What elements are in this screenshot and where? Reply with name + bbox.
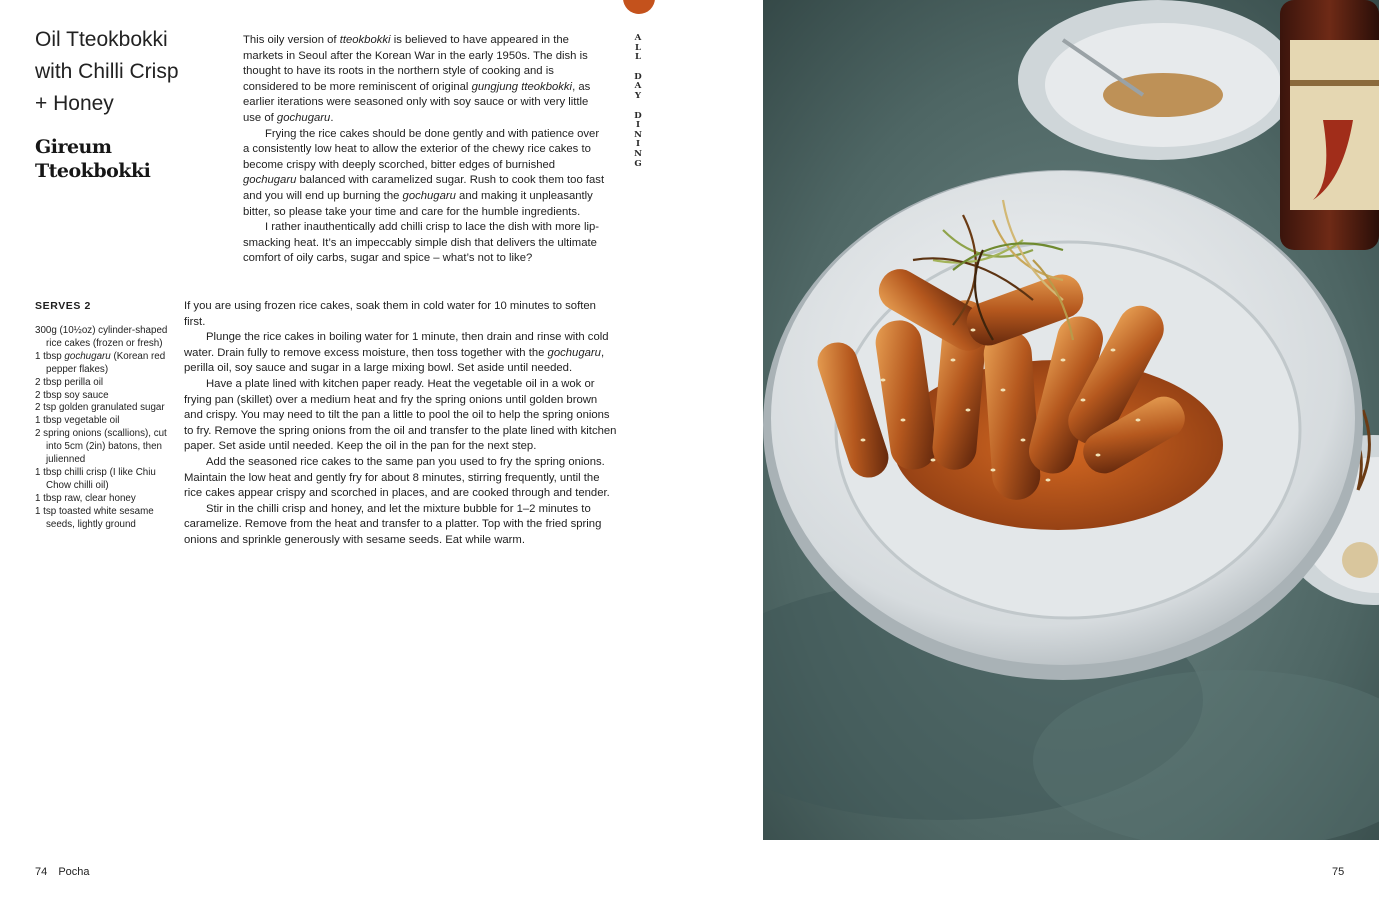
ingredient-item: 2 tbsp perilla oil (35, 376, 104, 388)
section-label-letter: D (634, 71, 642, 82)
book-title: Pocha (58, 866, 90, 878)
dish-photo (763, 0, 1379, 840)
section-label-word (632, 34, 644, 63)
method-step-3: Have a plate lined with kitchen paper ready. Heat the vegetable oil in a wok or frying pan (skillet) over a medium heat and fry the spring onions until golden brown and crispy. You may need to tilt the pan a little to pool the oil to help the spring onions to fry. Remove the spring onions from the oil and transfer to the plate lined with kitchen paper. Set aside until needed. Keep the oil in the pan for the next step. (184, 377, 617, 453)
method-step-4: Add the seasoned rice cakes to the same pan you used to fry the spring onions. Maintain the low heat and gently fry for about 8 minutes, stirring frequently, until the rice cakes appear crispy and scorched in places, and are cooked through and tender. (184, 455, 610, 500)
method-step-1: If you are using frozen rice cakes, soak them in cold water for 10 minutes to soften first. (184, 300, 596, 328)
section-label-letter: D (634, 110, 642, 121)
chapter-tab-marker (623, 0, 655, 14)
recipe-title (35, 24, 225, 120)
ingredients-list (35, 325, 170, 532)
section-label-letter: N (634, 148, 642, 159)
title-line: with Chilli Crisp (35, 60, 179, 83)
korean-name-line: Tteokbokki (35, 160, 151, 182)
chilli-crisp-jar (1280, 0, 1379, 250)
method-text (184, 299, 618, 549)
ingredient-item: 2 spring onions (scallions), cut into 5cm (2in) batons, then julienned (35, 428, 167, 466)
section-label-letter: I (635, 139, 641, 150)
ingredient-item: 2 tsp golden granulated sugar (35, 402, 165, 414)
intro-paragraph-2: Frying the rice cakes should be done gently and with patience over a consistently low heat to allow the exterior of the chewy rice cakes to become crispy with deeply scorched, bitter edges of burnished gochugaru balanced with caramelized sugar. Rush to cook them too fast and you will end up burning the gochugaru and making it unpleasantly bitter, so please take your time and care for the humble ingredients. (243, 127, 605, 218)
section-label-vertical (632, 34, 644, 179)
dish-illustration (763, 0, 1379, 840)
intro-paragraph-3: I rather inauthentically add chilli crisp to lace the dish with more lip-smacking heat. It’s an impeccably simple dish that delivers the ultimate comfort of oily carbs, sugar and spice – what’s not to like? (243, 221, 600, 265)
section-label-letter: L (634, 52, 642, 63)
ingredient-item: 1 tbsp raw, clear honey (35, 492, 136, 504)
section-label-letter: Y (634, 90, 642, 101)
korean-name-line: Gireum (35, 136, 112, 158)
title-line: + Honey (35, 92, 114, 115)
section-label-letter: L (634, 42, 642, 53)
serves-label: SERVES 2 (35, 300, 91, 312)
back-plate (1018, 0, 1298, 160)
intro-text (243, 33, 607, 267)
ingredient-item: 300g (10½oz) cylinder-shaped rice cakes (frozen or fresh) (35, 325, 168, 349)
method-step-2: Plunge the rice cakes in boiling water for 1 minute, then drain and rinse with cold water. Drain fully to remove excess moisture, then toss together with the gochugaru, perilla oil, soy sauce and sugar in a large mixing bowl. Set aside until needed. (184, 331, 609, 375)
ingredient-item: 1 tsp toasted white sesame seeds, lightly ground (35, 505, 154, 530)
ingredient-item: 2 tbsp soy sauce (35, 389, 109, 401)
right-folio: 75 (1332, 866, 1345, 878)
section-label-word (632, 112, 644, 170)
section-label-letter: A (634, 33, 642, 43)
intro-paragraph-1: This oily version of tteokbokki is believed to have appeared in the markets in Seoul after the Korean War in the early 1950s. The dish is thought to have its roots in the northern style of cooking and is considered to be more reminiscent of original gungjung tteokbokki, as earlier iterations were seasoned only with soy sauce or with very little use of gochugaru. (243, 34, 591, 124)
left-folio (35, 866, 90, 878)
korean-name (35, 135, 185, 183)
section-label-word (632, 73, 644, 102)
method-step-5: Stir in the chilli crisp and honey, and let the mixture bubble for 1–2 minutes to caramelize. Remove from the heat and transfer to a platter. Top with the fried spring onions and sprinkle generously with sesame seeds. Eat while warm. (184, 502, 602, 546)
section-label-letter: A (634, 81, 642, 92)
ingredient-item: 1 tbsp chilli crisp (I like Chiu Chow chilli oil) (35, 466, 156, 491)
section-label-letter: G (634, 158, 642, 169)
ingredient-item: 1 tbsp vegetable oil (35, 415, 120, 427)
title-line: Oil Tteokbokki (35, 28, 168, 51)
page-number: 74 (35, 866, 48, 878)
ingredient-item: 1 tbsp gochugaru (Korean red pepper flakes) (35, 350, 166, 375)
section-label-letter: N (634, 129, 642, 140)
section-label-letter: I (635, 120, 641, 131)
